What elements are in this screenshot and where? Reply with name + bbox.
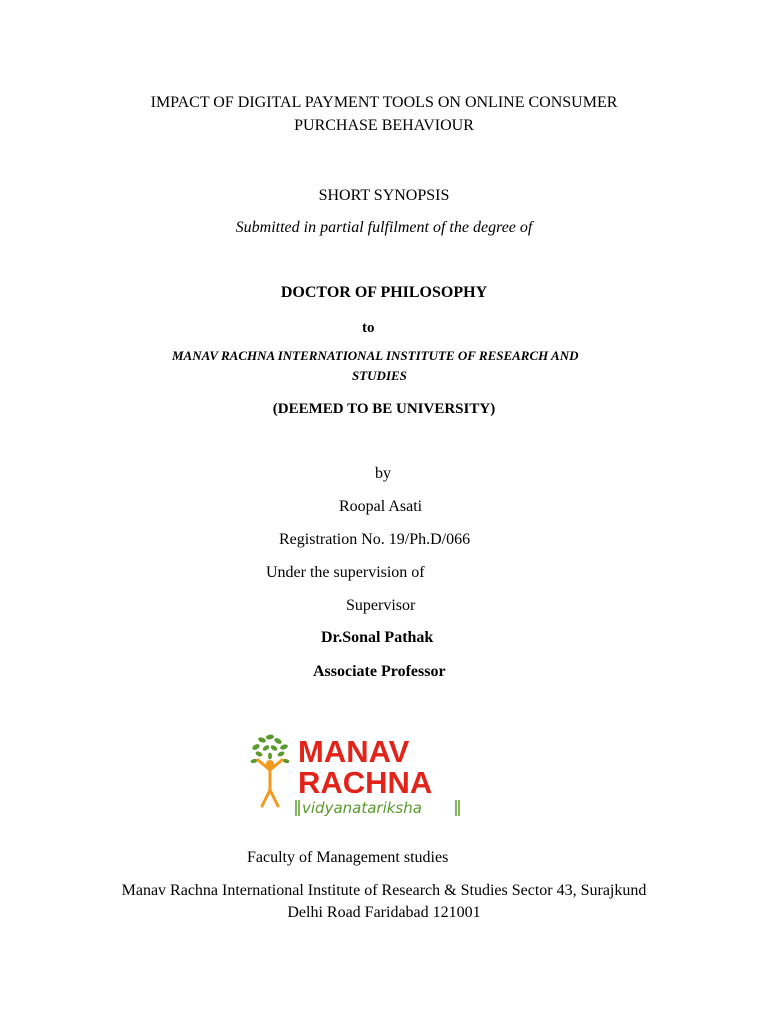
registration-number: Registration No. 19/Ph.D/066: [279, 531, 471, 548]
degree-name: DOCTOR OF PHILOSOPHY: [280, 284, 488, 301]
logo-text-line-1: MANAV: [298, 734, 410, 769]
logo-tagline: vidyanatariksha: [302, 799, 422, 817]
address-line-1: Manav Rachna International Institute of Research & Studies Sector 43, Surajkund: [121, 882, 647, 899]
faculty-name: Faculty of Management studies: [247, 849, 449, 866]
university-status: (DEEMED TO BE UNIVERSITY): [272, 401, 496, 417]
institute-line-2: STUDIES: [352, 368, 407, 383]
institute-line-1: MANAV RACHNA INTERNATIONAL INSTITUTE OF RESEARCH AND: [172, 348, 579, 363]
manav-rachna-logo: [248, 734, 464, 820]
supervision-text: Under the supervision of: [266, 564, 425, 581]
tree-icon: [250, 734, 290, 806]
submitted-text: Submitted in partial fulfilment of the degree of: [235, 219, 533, 236]
title-line-2: PURCHASE BEHAVIOUR: [294, 117, 474, 134]
address-line-2: Delhi Road Faridabad 121001: [287, 904, 481, 921]
supervisor-label: Supervisor: [346, 597, 416, 614]
author-name: Roopal Asati: [339, 498, 423, 515]
by-text: by: [375, 465, 391, 482]
supervisor-title: Associate Professor: [313, 663, 446, 680]
document-type: SHORT SYNOPSIS: [318, 187, 450, 204]
to-text: to: [362, 320, 375, 336]
supervisor-name: Dr.Sonal Pathak: [321, 629, 434, 646]
logo-text-line-2: RACHNA: [298, 765, 433, 800]
title-line-1: IMPACT OF DIGITAL PAYMENT TOOLS ON ONLINE CONSUMER: [150, 94, 618, 111]
